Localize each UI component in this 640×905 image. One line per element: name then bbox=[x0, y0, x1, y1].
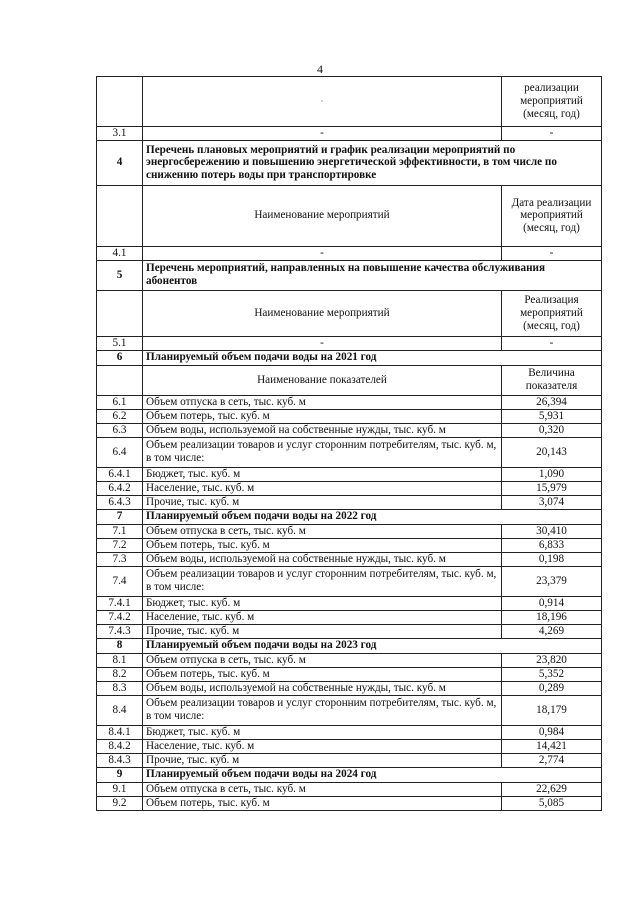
row-number: 7.4.3 bbox=[97, 624, 143, 638]
section-number: 6 bbox=[97, 350, 143, 365]
row-text: Объем потерь, тыс. куб. м bbox=[143, 796, 502, 810]
section-title: Перечень плановых мероприятий и график реализации мероприятий по энергосбережению и повышению энергетической эффективности, в том числе по снижению потерь воды при транспортировке bbox=[143, 140, 602, 185]
table-row bbox=[97, 395, 602, 409]
section-7-rows bbox=[97, 524, 602, 638]
row-value: 5,931 bbox=[502, 409, 602, 423]
row-text: Бюджет, тыс. куб. м bbox=[143, 596, 502, 610]
table-row bbox=[97, 739, 602, 753]
row-value: 3,074 bbox=[502, 495, 602, 509]
empty-cell bbox=[97, 290, 143, 336]
row-value: 23,820 bbox=[502, 653, 602, 667]
row-value: 0,984 bbox=[502, 725, 602, 739]
row-number: 6.4.1 bbox=[97, 467, 143, 481]
row-value: 5,352 bbox=[502, 667, 602, 681]
table-row bbox=[97, 437, 602, 467]
section-8-rows bbox=[97, 653, 602, 767]
row-text: - bbox=[143, 246, 502, 260]
row-number: 7.2 bbox=[97, 538, 143, 552]
section-title: Планируемый объем подачи воды на 2021 год bbox=[143, 350, 602, 365]
row-value: 18,179 bbox=[502, 695, 602, 725]
section-title-row bbox=[97, 350, 602, 365]
row-number: 7.4 bbox=[97, 566, 143, 596]
row-number: 8.3 bbox=[97, 681, 143, 695]
table-row bbox=[97, 495, 602, 509]
row-number: 7.4.2 bbox=[97, 610, 143, 624]
table-row bbox=[97, 336, 602, 350]
section-title-row bbox=[97, 638, 602, 653]
table-row bbox=[97, 695, 602, 725]
section-6-rows bbox=[97, 395, 602, 509]
row-number: 6.1 bbox=[97, 395, 143, 409]
row-text: Объем потерь, тыс. куб. м bbox=[143, 409, 502, 423]
row-value: 0,198 bbox=[502, 552, 602, 566]
section-header-row bbox=[97, 185, 602, 246]
section-number: 8 bbox=[97, 638, 143, 653]
row-value: 18,196 bbox=[502, 610, 602, 624]
row-value: 5,085 bbox=[502, 796, 602, 810]
table-row bbox=[97, 653, 602, 667]
row-text: Объем воды, используемой на собственные нужды, тыс. куб. м bbox=[143, 552, 502, 566]
row-value: 30,410 bbox=[502, 524, 602, 538]
row-value: 4,269 bbox=[502, 624, 602, 638]
row-text: Объем отпуска в сеть, тыс. куб. м bbox=[143, 524, 502, 538]
row-value: 20,143 bbox=[502, 437, 602, 467]
header-value-cell: Величина показателя bbox=[502, 365, 602, 395]
row-value: 26,394 bbox=[502, 395, 602, 409]
row-text: Объем воды, используемой на собственные нужды, тыс. куб. м bbox=[143, 423, 502, 437]
row-text: - bbox=[143, 127, 502, 141]
table-row bbox=[97, 681, 602, 695]
row-text: Объем потерь, тыс. куб. м bbox=[143, 667, 502, 681]
row-value: 22,629 bbox=[502, 782, 602, 796]
row-value: - bbox=[502, 336, 602, 350]
row-text: Объем потерь, тыс. куб. м bbox=[143, 538, 502, 552]
row-number: 8.4.2 bbox=[97, 739, 143, 753]
section-title-row bbox=[97, 260, 602, 290]
row-value: 0,289 bbox=[502, 681, 602, 695]
section-title-row bbox=[97, 767, 602, 782]
row-value: - bbox=[502, 246, 602, 260]
row-text: Объем отпуска в сеть, тыс. куб. м bbox=[143, 395, 502, 409]
row-text: Прочие, тыс. куб. м bbox=[143, 495, 502, 509]
section-number: 4 bbox=[97, 140, 143, 185]
row-number: 8.1 bbox=[97, 653, 143, 667]
section-title: Планируемый объем подачи воды на 2023 год bbox=[143, 638, 602, 653]
table-row bbox=[97, 782, 602, 796]
header-date-cell: реализации мероприятий (месяц, год) bbox=[502, 77, 602, 127]
row-number: 7.4.1 bbox=[97, 596, 143, 610]
row-number: 4.1 bbox=[97, 246, 143, 260]
row-text: Объем реализации товаров и услуг сторонним потребителям, тыс. куб. м, в том числе: bbox=[143, 566, 502, 596]
table-row bbox=[97, 596, 602, 610]
row-text: - bbox=[143, 336, 502, 350]
table-row bbox=[97, 127, 602, 141]
row-value: 2,774 bbox=[502, 753, 602, 767]
section-title: Перечень мероприятий, направленных на повышение качества обслуживания абонентов bbox=[143, 260, 602, 290]
empty-cell bbox=[97, 185, 143, 246]
row-value: 1,090 bbox=[502, 467, 602, 481]
empty-cell bbox=[97, 365, 143, 395]
section-header-row bbox=[97, 365, 602, 395]
row-value: - bbox=[502, 127, 602, 141]
section-title: Планируемый объем подачи воды на 2024 год bbox=[143, 767, 602, 782]
row-number: 9.2 bbox=[97, 796, 143, 810]
header-name-cell: Наименование мероприятий bbox=[143, 290, 502, 336]
table-row bbox=[97, 524, 602, 538]
row-value: 0,320 bbox=[502, 423, 602, 437]
row-number: 6.2 bbox=[97, 409, 143, 423]
table-row bbox=[97, 753, 602, 767]
row-text: Объем реализации товаров и услуг сторонним потребителям, тыс. куб. м, в том числе: bbox=[143, 695, 502, 725]
row-number: 3.1 bbox=[97, 127, 143, 141]
row-number: 8.4.1 bbox=[97, 725, 143, 739]
row-text: Прочие, тыс. куб. м bbox=[143, 624, 502, 638]
row-number: 8.4.3 bbox=[97, 753, 143, 767]
header-name-cell: Наименование показателей bbox=[143, 365, 502, 395]
section-9-rows bbox=[97, 782, 602, 810]
empty-cell bbox=[97, 77, 143, 127]
table-row bbox=[97, 467, 602, 481]
page-number: 4 bbox=[317, 62, 323, 76]
row-value: 14,421 bbox=[502, 739, 602, 753]
header-name-cell: Наименование мероприятий bbox=[143, 185, 502, 246]
table-row bbox=[97, 552, 602, 566]
table-row bbox=[97, 481, 602, 495]
header-date-cell: Реализация мероприятий (месяц, год) bbox=[502, 290, 602, 336]
row-text: Население, тыс. куб. м bbox=[143, 610, 502, 624]
row-number: 9.1 bbox=[97, 782, 143, 796]
section-number: 5 bbox=[97, 260, 143, 290]
row-number: 8.4 bbox=[97, 695, 143, 725]
header-mid-cell: · bbox=[143, 77, 502, 127]
table-row bbox=[97, 725, 602, 739]
section-title: Планируемый объем подачи воды на 2022 год bbox=[143, 509, 602, 524]
table-row bbox=[97, 246, 602, 260]
plan-table bbox=[96, 76, 602, 811]
header-date-cell: Дата реализации мероприятий (месяц, год) bbox=[502, 185, 602, 246]
row-value: 0,914 bbox=[502, 596, 602, 610]
row-number: 6.3 bbox=[97, 423, 143, 437]
table-row bbox=[97, 667, 602, 681]
section-header-row bbox=[97, 290, 602, 336]
table-row bbox=[97, 796, 602, 810]
row-text: Население, тыс. куб. м bbox=[143, 739, 502, 753]
row-text: Бюджет, тыс. куб. м bbox=[143, 725, 502, 739]
table-row bbox=[97, 566, 602, 596]
row-number: 7.1 bbox=[97, 524, 143, 538]
section-title-row bbox=[97, 509, 602, 524]
section-title-row bbox=[97, 140, 602, 185]
continuation-header-row bbox=[97, 77, 602, 127]
row-number: 7.3 bbox=[97, 552, 143, 566]
row-text: Объем реализации товаров и услуг сторонним потребителям, тыс. куб. м, в том числе: bbox=[143, 437, 502, 467]
row-number: 6.4 bbox=[97, 437, 143, 467]
table-row bbox=[97, 624, 602, 638]
table-row bbox=[97, 538, 602, 552]
row-text: Объем отпуска в сеть, тыс. куб. м bbox=[143, 782, 502, 796]
table-row bbox=[97, 423, 602, 437]
row-number: 6.4.2 bbox=[97, 481, 143, 495]
row-text: Прочие, тыс. куб. м bbox=[143, 753, 502, 767]
row-text: Бюджет, тыс. куб. м bbox=[143, 467, 502, 481]
section-number: 9 bbox=[97, 767, 143, 782]
row-text: Население, тыс. куб. м bbox=[143, 481, 502, 495]
row-text: Объем воды, используемой на собственные нужды, тыс. куб. м bbox=[143, 681, 502, 695]
row-value: 15,979 bbox=[502, 481, 602, 495]
table-row bbox=[97, 610, 602, 624]
table-row bbox=[97, 409, 602, 423]
row-value: 23,379 bbox=[502, 566, 602, 596]
row-text: Объем отпуска в сеть, тыс. куб. м bbox=[143, 653, 502, 667]
row-value: 6,833 bbox=[502, 538, 602, 552]
row-number: 6.4.3 bbox=[97, 495, 143, 509]
row-number: 5.1 bbox=[97, 336, 143, 350]
section-number: 7 bbox=[97, 509, 143, 524]
row-number: 8.2 bbox=[97, 667, 143, 681]
